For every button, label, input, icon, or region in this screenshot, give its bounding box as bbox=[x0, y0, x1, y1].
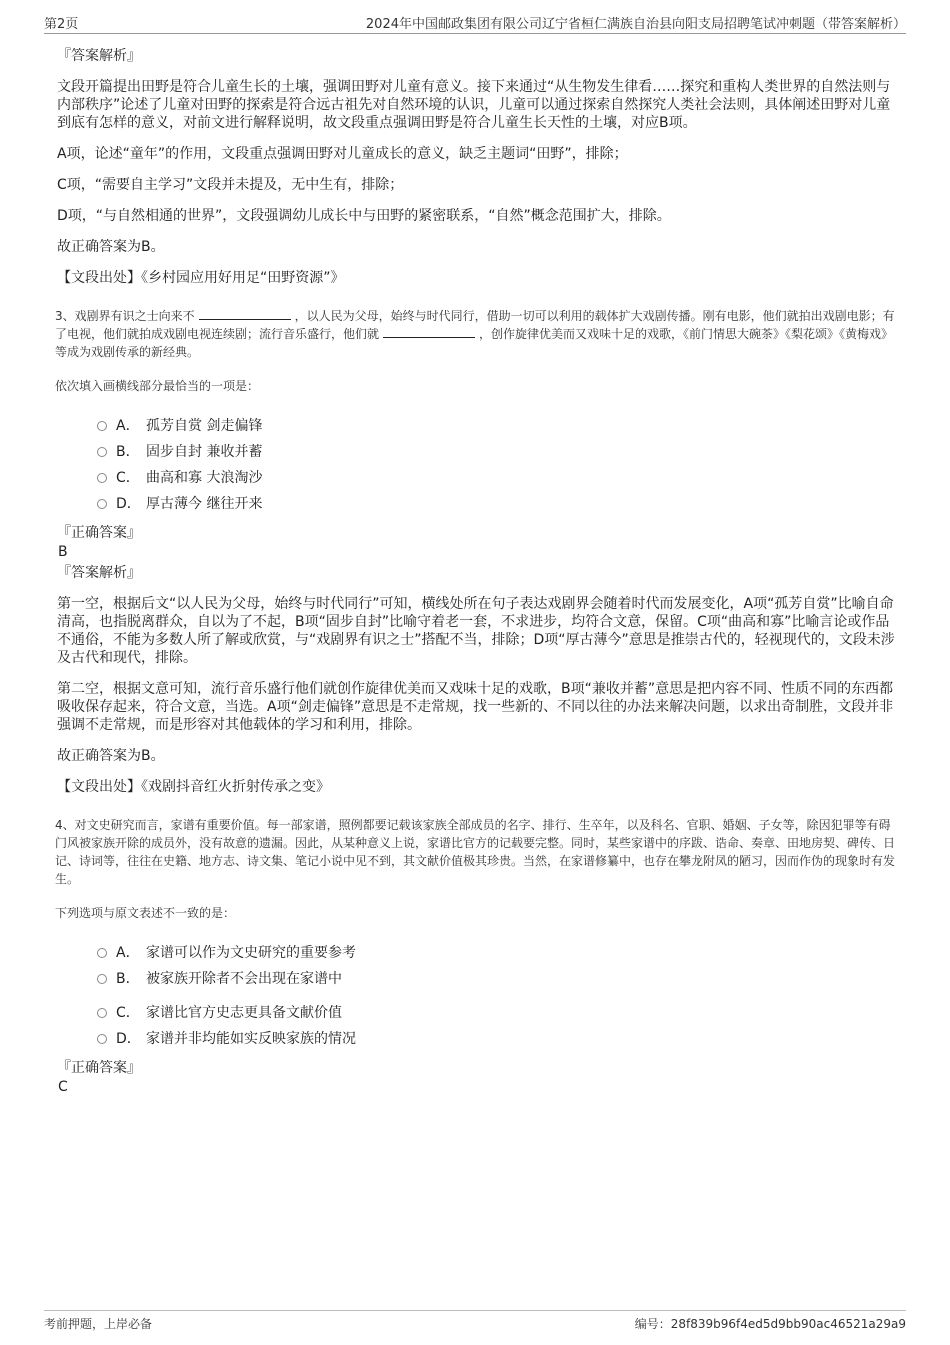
document-body bbox=[55, 46, 895, 1098]
radio-icon[interactable] bbox=[97, 1008, 107, 1018]
q3-option-a[interactable]: A． 孤芳自赏 剑走偏锋 bbox=[97, 413, 895, 439]
q4-option-d[interactable]: D． 家谱并非均能如实反映家族的情况 bbox=[97, 1026, 895, 1052]
q2-source: 【文段出处】《乡村园应用好用足“田野资源”》 bbox=[57, 270, 345, 286]
q3-prompt: 依次填入画横线部分最恰当的一项是： bbox=[55, 379, 260, 393]
q4-prompt: 下列选项与原文表述不一致的是： bbox=[55, 906, 236, 920]
correct-answer-label: 『正确答案』 bbox=[57, 525, 141, 541]
page-number: 第2页 bbox=[44, 17, 79, 32]
radio-icon[interactable] bbox=[97, 974, 107, 984]
q4-option-b[interactable]: B． 被家族开除者不会出现在家谱中 bbox=[97, 966, 895, 992]
q3-options bbox=[97, 413, 895, 517]
q3-stem bbox=[55, 307, 895, 361]
q3-stem-part-2: ，以人民为父母，始终与时代同行，借助一切可以利用的载体扩大戏剧传播。刚有电影，他们就拍出戏剧电影；有了电视，他们就拍成戏剧电视连续剧；流行音乐盛行，他们就 bbox=[55, 309, 895, 341]
q3-stem-part-1: 3、戏剧界有识之士向来不 bbox=[55, 309, 195, 323]
radio-icon[interactable] bbox=[97, 447, 107, 457]
q4-answer: C bbox=[58, 1079, 68, 1095]
q2-explanation-1: 文段开篇提出田野是符合儿童生长的土壤，强调田野对儿童有意义。接下来通过“从生物发生律看……探究和重构人类世界的自然法则与内部秩序”论述了儿童对田野的探索是符合远古祖先对自然环境的认识，儿童可以通过探索自然探究人类社会法则，具体阐述田野对儿童到底有怎样的意义，对前文进行解释说明，故文段重点强调田野是符合儿童生长天性的土壤，对应B项。 bbox=[57, 79, 891, 131]
q3-explanation-2: 第二空，根据文意可知，流行音乐盛行他们就创作旋律优美而又戏味十足的戏歌，B项“兼收并蓄”意思是把内容不同、性质不同的东西都吸收保存起来，符合文意，当选。A项“剑走偏锋”意思是不走常规，找一些新的、不同以往的办法来解决问题，以求出奇制胜，文段并非强调不走常规，而是形容对其他载体的学习和利用，排除。 bbox=[57, 681, 894, 733]
q3-blank-1 bbox=[199, 307, 291, 320]
q4-option-c[interactable]: C． 家谱比官方史志更具备文献价值 bbox=[97, 1000, 895, 1026]
radio-icon[interactable] bbox=[97, 948, 107, 958]
q4-option-a[interactable]: A． 家谱可以作为文史研究的重要参考 bbox=[97, 940, 895, 966]
radio-icon[interactable] bbox=[97, 499, 107, 509]
radio-icon[interactable] bbox=[97, 473, 107, 483]
radio-icon[interactable] bbox=[97, 1034, 107, 1044]
q2-explanation-3: C项，“需要自主学习”文段并未提及，无中生有，排除； bbox=[57, 177, 404, 193]
footer-slogan: 考前押题，上岸必备 bbox=[44, 1317, 153, 1331]
q3-blank-2 bbox=[383, 325, 475, 338]
analysis-label: 『答案解析』 bbox=[57, 565, 141, 581]
q2-explanation-4: D项，“与自然相通的世界”，文段强调幼儿成长中与田野的紧密联系，“自然”概念范围扩大，排除。 bbox=[57, 208, 671, 224]
q4-options bbox=[97, 940, 895, 1052]
analysis-label: 『答案解析』 bbox=[57, 48, 141, 64]
page-footer bbox=[44, 1310, 906, 1335]
page-header bbox=[44, 13, 906, 34]
q3-explanation-3: 故正确答案为B。 bbox=[57, 748, 165, 764]
q4-stem: 4、对文史研究而言，家谱有重要价值。每一部家谱，照例都要记载该家族全部成员的名字、排行、生卒年，以及科名、官职、婚姻、子女等，除因犯罪等有碍门风被家族开除的成员外，没有故意的遗漏。因此，从某种意义上说，家谱比官方的记载要完整。同时，某些家谱中的序跋、诰命、奏章、田地房契、碑传、日记、诗词等，往往在史籍、地方志、诗文集、笔记小说中见不到，其文献价值极其珍贵。当然，在家谱修纂中，也存在攀龙附凤的陋习，因而作伪的现象时有发生。 bbox=[55, 818, 896, 886]
q3-explanation-1: 第一空，根据后文“以人民为父母，始终与时代同行”可知，横线处所在句子表达戏剧界会随着时代而发展变化，A项“孤芳自赏”比喻自命清高，也指脱离群众，自以为了不起，B项“固步自封”比喻守着老一套，不求进步，均符合文意，保留。C项“曲高和寡”比喻言论或作品不通俗，不能为多数人所了解或欣赏，与“戏剧界有识之士”搭配不当，排除；D项“厚古薄今”意思是推崇古代的，轻视现代的，文段未涉及古代和现代，排除。 bbox=[57, 596, 895, 666]
radio-icon[interactable] bbox=[97, 421, 107, 431]
q3-option-b[interactable]: B． 固步自封 兼收并蓄 bbox=[97, 439, 895, 465]
q2-explanation-2: A项，论述“童年”的作用，文段重点强调田野对儿童成长的意义，缺乏主题词“田野”，排除； bbox=[57, 146, 628, 162]
document-code: 编号：28f839b96f4ed5d9bb90ac46521a29a9 bbox=[634, 1317, 906, 1331]
q3-answer: B bbox=[58, 544, 68, 560]
q3-stem-part-3: ，创作旋律优美而又戏味十足的戏歌，《前门情思大碗茶》《梨花颂》《黄梅戏》等成为戏剧传承的新经典。 bbox=[55, 327, 894, 359]
document-title: 2024年中国邮政集团有限公司辽宁省桓仁满族自治县向阳支局招聘笔试冲刺题（带答案解析） bbox=[365, 17, 906, 32]
q3-source: 【文段出处】《戏剧抖音红火折射传承之变》 bbox=[57, 779, 330, 795]
q2-explanation-5: 故正确答案为B。 bbox=[57, 239, 165, 255]
q3-option-c[interactable]: C． 曲高和寡 大浪淘沙 bbox=[97, 465, 895, 491]
correct-answer-label: 『正确答案』 bbox=[57, 1060, 141, 1076]
q3-option-d[interactable]: D． 厚古薄今 继往开来 bbox=[97, 491, 895, 517]
